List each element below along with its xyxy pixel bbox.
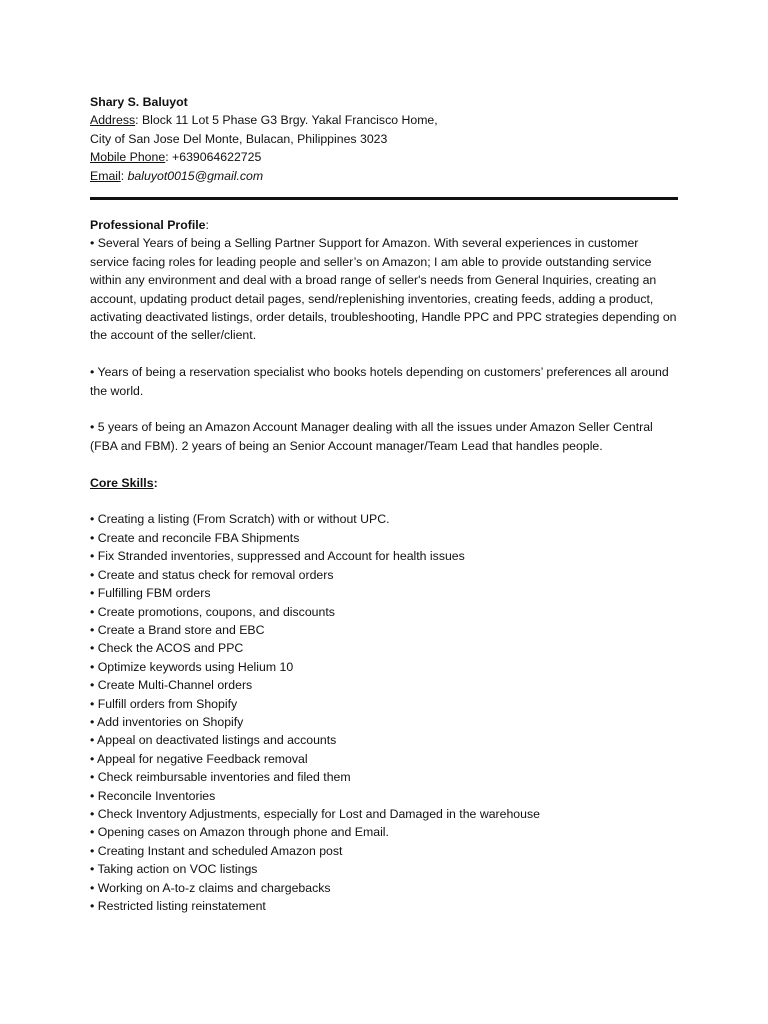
header-divider [90,197,678,200]
skill-item: • Restricted listing reinstatement [90,899,266,913]
profile-heading: Professional Profile: [90,218,209,233]
mobile-value: +639064622725 [172,150,262,165]
address-value-1: Block 11 Lot 5 Phase G3 Brgy. Yakal Francisco Home, [141,113,438,128]
skill-item: • Creating Instant and scheduled Amazon post [90,843,343,858]
profile-paragraph-1: • Several Years of being a Selling Partner Support for Amazon. With several experiences in customer service facing roles for leading people and seller’s on Amazon; I am able to provide outstanding service within any environment and deal with a broad range of seller's needs from General Inquiries, creating an account, updating product detail pages, send/replenishing inventories, creating feeds, adding a product, activating deactivated listings, order details, troubleshooting, Handle PPC and PPC strategies depending on the account of the seller/client. [90,236,677,343]
address-label: Address [90,113,136,128]
address-line-2: City of San Jose Del Monte, Bulacan, Philippines 3023 [90,131,388,146]
skill-item: • Create and reconcile FBA Shipments [90,530,300,545]
profile-section [90,216,680,455]
spacer [90,455,680,473]
skill-item: • Create promotions, coupons, and discounts [90,604,335,619]
applicant-name: Shary S. Baluyot [90,95,188,109]
spacer [90,345,680,363]
spacer [90,400,680,418]
skill-item: • Check Inventory Adjustments, especially for Lost and Damaged in the warehouse [90,806,540,821]
skill-item: • Appeal for negative Feedback removal [90,751,308,766]
skill-item: • Check the ACOS and PPC [90,641,244,656]
skill-item: • Create a Brand store and EBC [90,622,265,637]
spacer [90,492,680,510]
email-value: baluyot0015@gmail.com [127,168,264,183]
mobile-line: Mobile Phone: +639064622725 [90,150,262,165]
skill-item: • Create and status check for removal orders [90,567,334,582]
mobile-label: Mobile Phone [90,150,166,165]
email-label: Email [90,168,121,183]
profile-paragraph-2: • Years of being a reservation specialist who books hotels depending on customers’ preferences all around the world. [90,365,669,398]
resume-content [90,93,680,915]
skill-item: • Working on A-to-z claims and chargebacks [90,880,331,895]
profile-paragraph-3: • 5 years of being an Amazon Account Manager dealing with all the issues under Amazon Seller Central (FBA and FBM). 2 years of being an Senior Account manager/Team Lead that handles people. [90,420,653,453]
address-line-1: Address: Block 11 Lot 5 Phase G3 Brgy. Yakal Francisco Home, [90,113,438,128]
contact-block [90,93,680,185]
skill-item: • Fulfilling FBM orders [90,586,211,601]
skill-item: • Optimize keywords using Helium 10 [90,659,294,674]
skill-item: • Fulfill orders from Shopify [90,696,238,711]
skills-title: Core Skills [90,475,154,490]
skills-heading: Core Skills: [90,475,158,490]
skill-item: • Fix Stranded inventories, suppressed and Account for health issues [90,549,465,564]
skill-item: • Add inventories on Shopify [90,714,244,729]
skills-list [90,510,680,915]
skill-item: • Appeal on deactivated listings and accounts [90,733,337,748]
email-line: Email: baluyot0015@gmail.com [90,168,264,183]
skills-section [90,474,680,916]
skill-item: • Opening cases on Amazon through phone and Email. [90,825,389,840]
skill-item: • Reconcile Inventories [90,788,216,803]
skill-item: • Check reimbursable inventories and filed them [90,770,351,785]
skill-item: • Create Multi-Channel orders [90,678,253,693]
skill-item: • Creating a listing (From Scratch) with or without UPC. [90,512,390,527]
profile-title: Professional Profile [90,218,206,233]
skill-item: • Taking action on VOC listings [90,862,258,877]
